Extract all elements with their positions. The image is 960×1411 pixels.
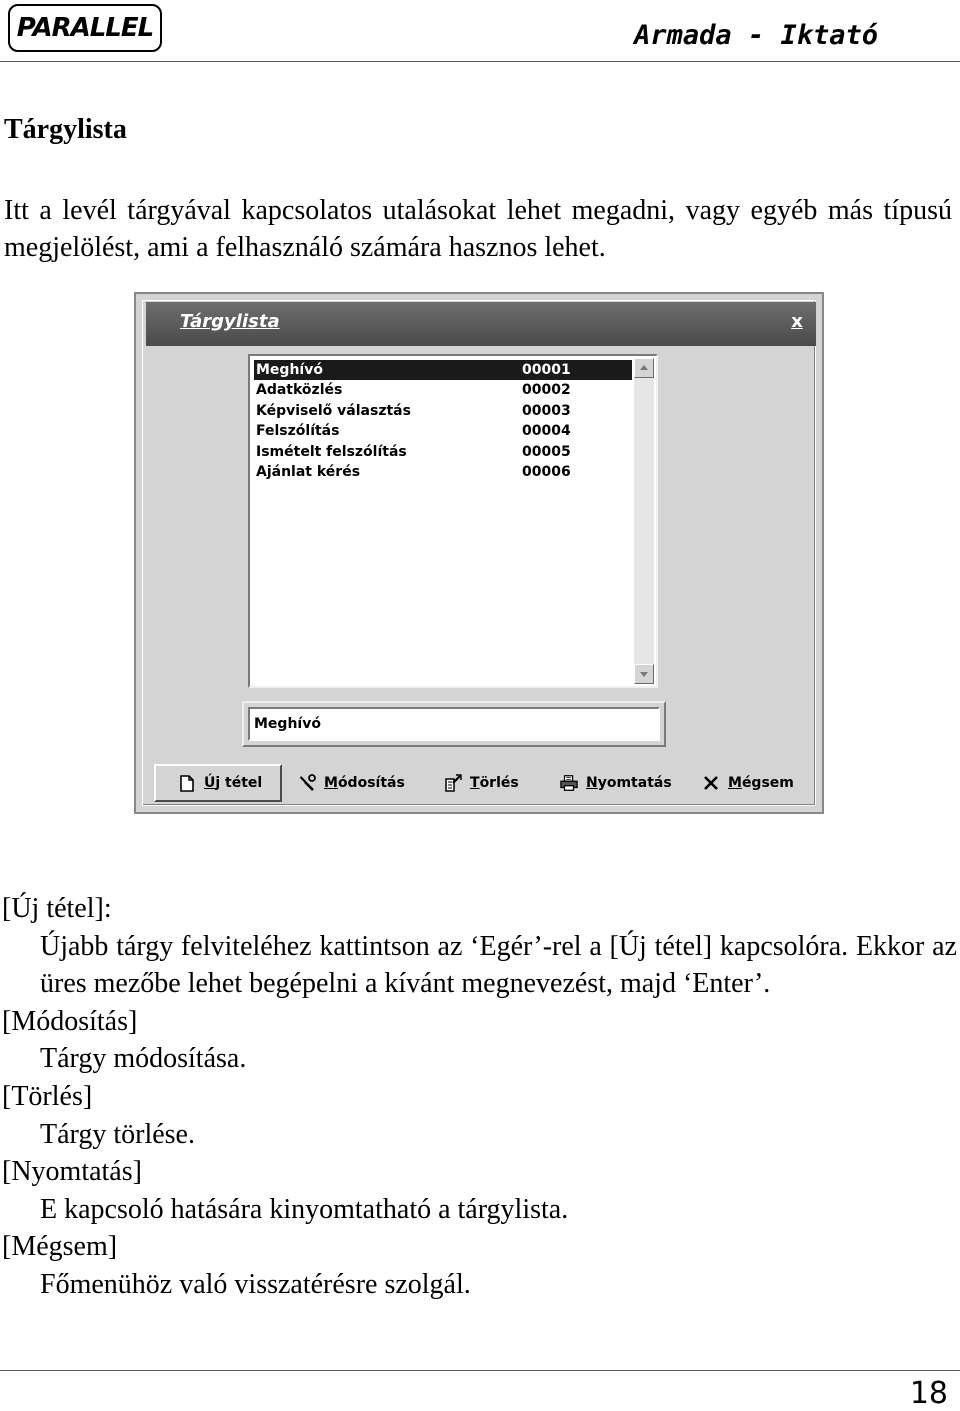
cancel-desc-label: [Mégsem] — [2, 1231, 118, 1263]
dialog-titlebar[interactable] — [146, 302, 816, 346]
print-button[interactable] — [560, 764, 672, 802]
delete-desc-text: Tárgy törlése. — [40, 1118, 195, 1150]
item-code: 00003 — [522, 403, 571, 419]
modify-label: ódosítás — [337, 775, 405, 791]
item-code: 00002 — [522, 382, 571, 398]
new-item-desc-label: [Új tétel]: — [2, 893, 112, 924]
new-item-desc-text: Újabb tárgy felviteléhez kattintson az ‘Egér’-rel a [Új tétel] kapcsolóra. Ekkor az üres mezőbe lehet begépelni a kívánt megnevezést, majd ‘Enter’. — [40, 930, 957, 1000]
modify-hotkey: M — [324, 775, 338, 791]
cancel-label: égsem — [741, 775, 794, 791]
printer-icon — [560, 774, 578, 792]
list-item[interactable] — [254, 421, 632, 441]
print-hotkey: N — [586, 775, 598, 791]
list-item[interactable] — [254, 462, 632, 482]
x-icon — [702, 774, 720, 792]
modify-desc-label: [Módosítás] — [2, 1005, 138, 1037]
modify-desc-text: Tárgy módosítása. — [40, 1043, 247, 1075]
list-item[interactable] — [254, 360, 632, 380]
list-items — [252, 358, 634, 684]
item-code: 00004 — [522, 423, 571, 439]
footer-divider — [0, 1370, 960, 1371]
item-name: Meghívó — [256, 362, 323, 378]
delete-label: örlés — [479, 775, 519, 791]
name-input-frame — [242, 701, 666, 747]
print-label: yomtatás — [597, 775, 672, 791]
section-heading: Tárgylista — [4, 114, 127, 145]
delete-hotkey: T — [470, 775, 480, 791]
new-document-icon — [178, 774, 196, 792]
cancel-button[interactable] — [702, 764, 794, 802]
close-button[interactable]: x — [791, 311, 803, 332]
new-item-label: j tétel — [215, 775, 263, 791]
document-title: Armada - Iktató — [634, 20, 878, 51]
parallel-logo — [8, 4, 162, 52]
list-scrollbar[interactable] — [634, 358, 654, 684]
item-code: 00005 — [522, 444, 571, 460]
item-name: Képviselő választás — [256, 403, 411, 419]
page-number: 18 — [909, 1376, 948, 1411]
item-name: Adatközlés — [256, 382, 343, 398]
logo-text: PARALLEL — [16, 13, 154, 43]
new-item-button[interactable] — [154, 764, 282, 802]
print-desc-label: [Nyomtatás] — [2, 1156, 142, 1188]
item-code: 00006 — [522, 464, 571, 480]
targylista-dialog — [134, 292, 824, 814]
modify-button[interactable] — [298, 764, 405, 802]
cancel-hotkey: M — [728, 775, 742, 791]
new-item-hotkey: Ú — [204, 775, 216, 791]
subject-listbox[interactable] — [248, 354, 658, 688]
item-name: Ajánlat kérés — [256, 464, 361, 480]
list-item[interactable] — [254, 442, 632, 462]
item-name: Ismételt felszólítás — [256, 444, 407, 460]
header-divider — [0, 61, 960, 62]
wrench-icon — [298, 774, 316, 792]
cancel-desc-text: Főmenühöz való visszatérésre szolgál. — [40, 1268, 471, 1300]
dialog-title: Tárgylista — [180, 311, 280, 332]
print-desc-text: E kapcsoló hatására kinyomtatható a tárgylista. — [40, 1193, 569, 1225]
button-descriptions — [2, 890, 957, 1304]
intro-paragraph: Itt a levél tárgyával kapcsolatos utalásokat lehet megadni, vagy egyéb más típusú megjelölést, ami a felhasználó számára hasznos lehet. — [4, 195, 952, 263]
item-name: Felszólítás — [256, 423, 340, 439]
item-code: 00001 — [522, 362, 571, 378]
scroll-up-arrow-icon[interactable] — [634, 358, 654, 378]
delete-desc-label: [Törlés] — [2, 1080, 93, 1112]
scroll-down-arrow-icon[interactable] — [634, 664, 654, 684]
name-input[interactable]: Meghívó — [248, 707, 660, 741]
list-item[interactable] — [254, 401, 632, 421]
delete-button[interactable] — [444, 764, 519, 802]
list-item[interactable] — [254, 380, 632, 400]
delete-document-icon — [444, 774, 462, 792]
